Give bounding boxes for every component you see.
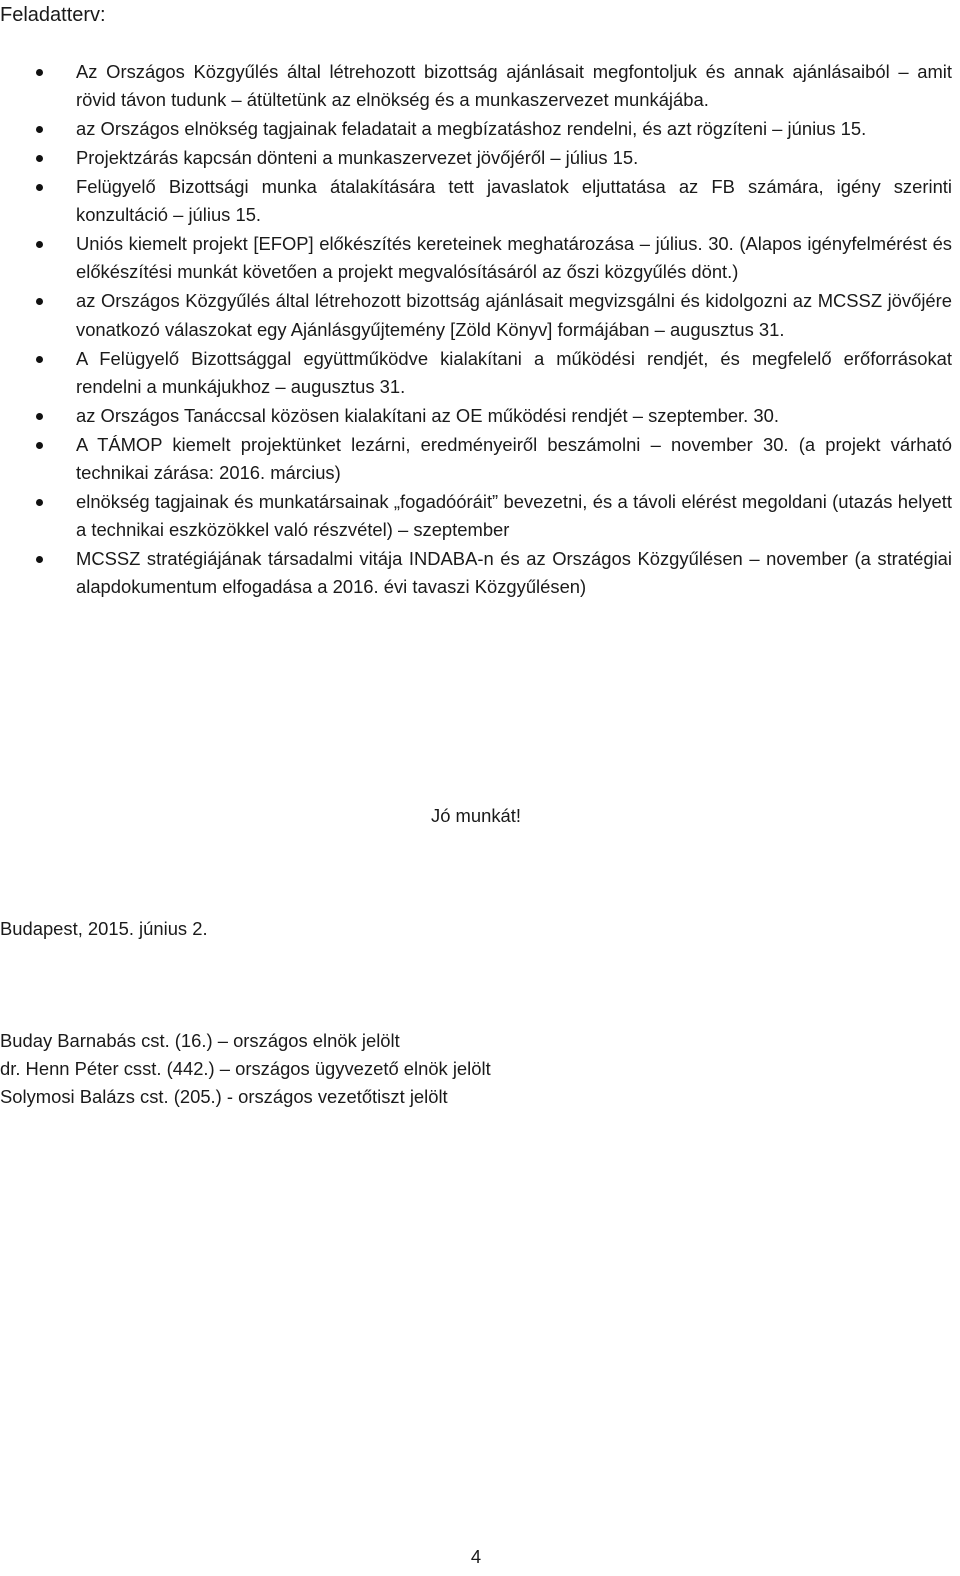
bullet-icon [36,126,43,133]
bullet-icon [36,413,43,420]
task-text: MCSSZ stratégiájának társadalmi vitája INDABA-n és az Országos Közgyűlésen – november (a stratégiai alapdokumentum elfogadása a 2016. évi tavaszi Közgyűlésen) [76,547,952,598]
bullet-icon [36,442,43,449]
task-list [0,58,952,602]
bullet-icon [36,556,43,563]
task-list-item [0,402,952,430]
closing-greeting: Jó munkát! [431,805,521,826]
bullet-icon [36,356,43,363]
task-text: az Országos Tanáccsal közösen kialakítani az OE működési rendjét – szeptember. 30. [76,404,779,426]
task-text: Felügyelő Bizottsági munka átalakítására tett javaslatok eljuttatása az FB számára, igény szerinti konzultáció – július 15. [76,175,952,226]
bullet-icon [36,241,43,248]
task-list-item [0,488,952,545]
task-list-item [0,287,952,344]
task-list-item [0,58,952,115]
document-title: Feladatterv: [0,4,106,26]
bullet-icon [36,69,43,76]
task-text: az Országos Közgyűlés által létrehozott bizottság ajánlásait megvizsgálni és kidolgozni az MCSSZ jövőjére vonatkozó válaszokat egy Ajánlásgyűjtemény [Zöld Könyv] formájában – augusztus 31. [76,290,952,340]
signatory: Buday Barnabás cst. (16.) – országos elnök jelölt [0,1030,400,1051]
signatory: Solymosi Balázs cst. (205.) - országos vezetőtiszt jelölt [0,1086,448,1108]
bullet-icon [36,184,43,191]
bullet-icon [36,298,43,305]
task-list-item [0,115,952,143]
task-text: Az Országos Közgyűlés által létrehozott bizottság ajánlásait megfontoljuk és annak ajánlásaiból – amit rövid távon tudunk – átültetünk az elnökség és a munkaszervezet munkájába. [76,61,952,111]
task-list-item [0,431,952,488]
task-list-item [0,173,952,230]
task-text: elnökség tagjainak és munkatársainak „fogadóóráit” bevezetni, és a távoli elérést megoldani (utazás helyett a technikai eszközökkel való részvétel) – szeptember [76,490,952,541]
bullet-icon [36,155,43,162]
bullet-icon [36,499,43,506]
page-number: 4 [470,1546,482,1567]
task-text: A Felügyelő Bizottsággal együttműködve kialakítani a működési rendjét, és megfelelő erőforrásokat rendelni a munkájukhoz – augusztus 31. [76,347,952,397]
task-list-item [0,345,952,402]
signatory: dr. Henn Péter csst. (442.) – országos ügyvezető elnök jelölt [0,1058,491,1080]
task-list-item [0,545,952,602]
task-text: A TÁMOP kiemelt projektünket lezárni, eredményeiről beszámolni – november 30. (a projekt várható technikai zárása: 2016. március) [76,433,952,483]
task-text: Uniós kiemelt projekt [EFOP] előkészítés kereteinek meghatározása – július. 30. (Alapos igényfelmérést és előkészítési munkát követően a projekt megvalósításáról az őszi közgyűlés dönt.) [76,233,952,283]
task-list-item [0,230,952,287]
place-and-date: Budapest, 2015. június 2. [0,918,208,939]
task-text: Projektzárás kapcsán dönteni a munkaszervezet jövőjéről – július 15. [76,147,639,169]
task-list-item [0,144,952,172]
signatory-list [0,1027,491,1112]
task-text: az Országos elnökség tagjainak feladatait a megbízatáshoz rendelni, és azt rögzíteni – június 15. [76,118,867,140]
